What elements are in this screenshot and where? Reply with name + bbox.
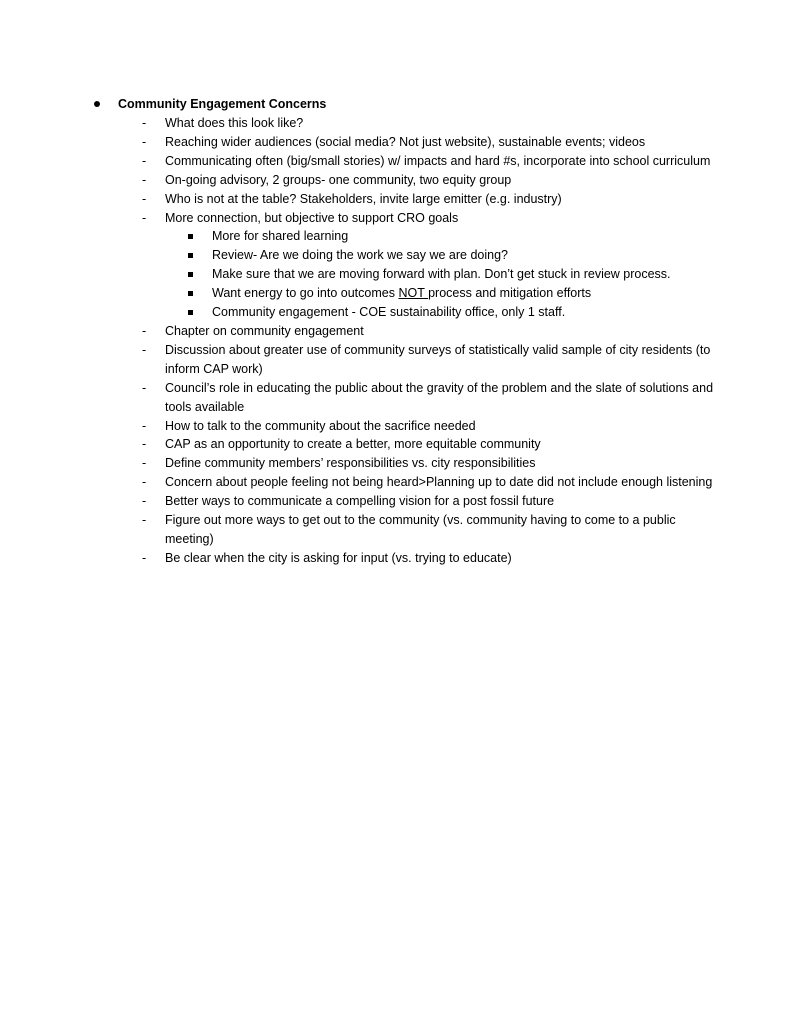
sub-list-item [0,227,800,246]
sub-list-item-text [212,284,792,303]
list-item-text: Discussion about greater use of community surveys of statistically valid sample of city residents (to inform CAP work) [165,342,711,376]
list-item-text: Be clear when the city is asking for input (vs. trying to educate) [165,550,512,565]
list-item [0,114,800,133]
sub-list-item [0,246,800,265]
list-item-text: Define community members’ responsibilities vs. city responsibilities [165,456,536,471]
list-item-text: Figure out more ways to get out to the community (vs. community having to come to a public meeting) [165,513,676,546]
section-header [0,95,800,114]
dash-marker: - [142,191,147,206]
list-item [0,511,800,549]
list-item [0,379,800,417]
dash-marker: - [142,210,147,225]
dash-marker: - [142,134,147,149]
list-item-text: Chapter on community engagement [165,323,364,338]
list-item [0,492,800,511]
list-item [0,341,800,379]
list-item [0,133,800,152]
dash-marker: - [142,475,147,490]
list-item-text: Who is not at the table? Stakeholders, invite large emitter (e.g. industry) [165,191,562,206]
underlined-emphasis: NOT [398,286,429,301]
list-item-text: Communicating often (big/small stories) w/ impacts and hard #s, incorporate into school curriculum [165,153,711,168]
dash-marker: - [142,418,147,433]
list-item-text: On-going advisory, 2 groups- one community, two equity group [165,172,512,187]
sub-list-item-text: Make sure that we are moving forward with plan. Don’t get stuck in review process. [212,267,671,282]
list-item [0,190,800,209]
sub-list-item [0,265,800,284]
square-bullet-icon [188,234,193,239]
dash-marker: - [142,513,147,528]
dash-marker: - [142,153,147,168]
dash-marker: - [142,380,147,395]
list-item [0,152,800,171]
square-bullet-icon [188,310,193,315]
list-item [0,209,800,228]
section-heading: Community Engagement Concerns [118,97,327,111]
list-item-text: More connection, but objective to support CRO goals [165,210,459,225]
dash-marker: - [142,323,147,338]
dash-marker: - [142,172,147,187]
dash-marker: - [142,494,147,509]
list-item [0,549,800,568]
list-item-text: What does this look like? [165,116,304,130]
list-item-text: Better ways to communicate a compelling vision for a post fossil future [165,494,555,509]
list-item [0,417,800,436]
sub-list-item-text: More for shared learning [212,229,349,244]
list-item [0,322,800,341]
dash-marker: - [142,437,147,452]
square-bullet-icon [188,272,193,277]
list-item-text: CAP as an opportunity to create a better, more equitable community [165,437,541,452]
dash-marker: - [142,116,147,130]
list-item-text: Concern about people feeling not being heard>Planning up to date did not include enough listening [165,475,713,490]
concerns-list [0,114,800,568]
sub-list-item [0,303,800,322]
list-item [0,454,800,473]
list-item [0,171,800,190]
list-item-text: Council’s role in educating the public about the gravity of the problem and the slate of solutions and tools available [165,380,714,414]
list-item [0,435,800,454]
square-bullet-icon [188,253,193,258]
bullet-dot-icon [94,101,100,107]
dash-marker: - [142,342,147,357]
list-item [0,473,800,492]
text-segment: Want energy to go into outcomes [212,286,399,301]
sub-list-item [0,284,800,303]
sub-list-item-text: Community engagement - COE sustainability office, only 1 staff. [212,305,566,320]
sub-list-item-text: Review- Are we doing the work we say we are doing? [212,248,508,263]
list-item-text: How to talk to the community about the sacrifice needed [165,418,476,433]
dash-marker: - [142,550,147,565]
list-item-text: Reaching wider audiences (social media? Not just website), sustainable events; videos [165,134,646,149]
text-segment: process and mitigation efforts [428,286,592,301]
dash-marker: - [142,456,147,471]
square-bullet-icon [188,291,193,296]
